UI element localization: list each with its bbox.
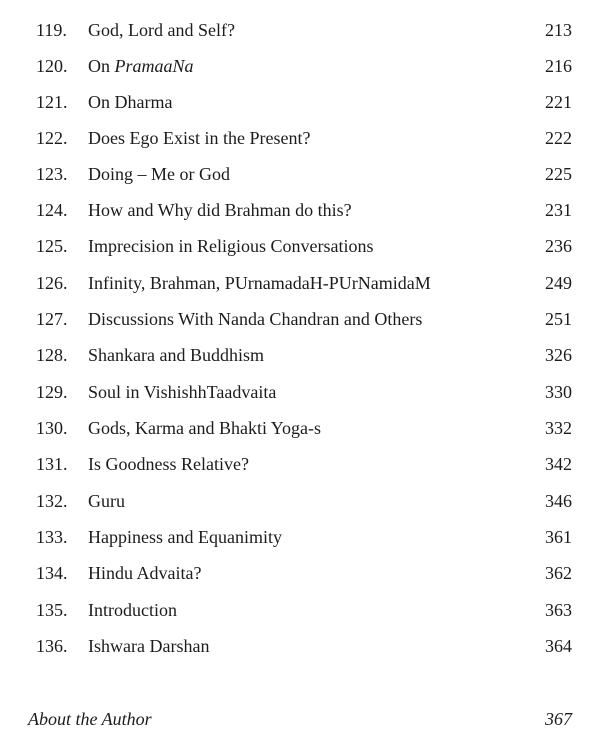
entry-title: Soul in VishishhTaadvaita	[88, 382, 277, 402]
toc-entry-123[interactable]	[0, 160, 602, 188]
entry-title: Does Ego Exist in the Present?	[88, 128, 311, 148]
entry-page: 326	[545, 345, 572, 365]
entry-page: 222	[545, 128, 572, 148]
toc-entry-128[interactable]	[0, 341, 602, 369]
entry-page: 342	[545, 454, 572, 474]
toc-entry-127[interactable]	[0, 305, 602, 333]
toc-entry-134[interactable]	[0, 559, 602, 587]
entry-number: 129.	[36, 382, 68, 402]
entry-number: 136.	[36, 636, 68, 656]
entry-title: Happiness and Equanimity	[88, 527, 282, 547]
toc-entry-129[interactable]	[0, 378, 602, 406]
entry-title: On Dharma	[88, 92, 173, 112]
about-author-label: About the Author	[28, 709, 152, 729]
entry-title: God, Lord and Self?	[88, 20, 235, 40]
entry-page: 249	[545, 273, 572, 293]
toc-entry-126[interactable]	[0, 269, 602, 297]
entry-number: 128.	[36, 345, 68, 365]
toc-entry-133[interactable]	[0, 523, 602, 551]
entry-number: 125.	[36, 236, 68, 256]
entry-page: 236	[545, 236, 572, 256]
entry-page: 362	[545, 563, 572, 583]
entry-number: 131.	[36, 454, 68, 474]
toc-entry-120[interactable]	[0, 52, 602, 80]
entry-number: 122.	[36, 128, 68, 148]
entry-number: 126.	[36, 273, 68, 293]
entry-page: 363	[545, 600, 572, 620]
entry-title: Introduction	[88, 600, 177, 620]
entry-number: 132.	[36, 491, 68, 511]
entry-page: 221	[545, 92, 572, 112]
toc-entry-132[interactable]	[0, 487, 602, 515]
entry-title: Doing – Me or God	[88, 164, 230, 184]
toc-entry-119[interactable]	[0, 16, 602, 44]
entry-page: 361	[545, 527, 572, 547]
entry-page: 346	[545, 491, 572, 511]
entry-number: 135.	[36, 600, 68, 620]
toc-entry-136[interactable]	[0, 632, 602, 660]
toc-entry-135[interactable]	[0, 596, 602, 624]
toc-entry-131[interactable]	[0, 450, 602, 478]
entry-number: 127.	[36, 309, 68, 329]
entry-title	[88, 52, 194, 80]
entry-title: Discussions With Nanda Chandran and Others	[88, 309, 423, 329]
entry-number: 124.	[36, 200, 68, 220]
entry-page: 231	[545, 200, 572, 220]
toc-entry-122[interactable]	[0, 124, 602, 152]
entry-title-prefix: On	[88, 56, 115, 76]
entry-page: 251	[545, 309, 572, 329]
toc-entry-124[interactable]	[0, 196, 602, 224]
entry-number: 130.	[36, 418, 68, 438]
entry-number: 119.	[36, 20, 67, 40]
entry-title-italic: PramaaNa	[114, 56, 194, 76]
entry-title: Imprecision in Religious Conversations	[88, 236, 374, 256]
toc-entry-about-author[interactable]	[0, 705, 602, 733]
entry-title: Infinity, Brahman, PUrnamadaH-PUrNamidaM	[88, 273, 431, 293]
toc-entry-125[interactable]	[0, 232, 602, 260]
entry-page: 225	[545, 164, 572, 184]
entry-title: Hindu Advaita?	[88, 563, 202, 583]
entry-title: Guru	[88, 491, 125, 511]
toc-entry-130[interactable]	[0, 414, 602, 442]
entry-title: Ishwara Darshan	[88, 636, 210, 656]
entry-number: 120.	[36, 56, 68, 76]
entry-title: How and Why did Brahman do this?	[88, 200, 352, 220]
entry-page: 332	[545, 418, 572, 438]
entry-title: Gods, Karma and Bhakti Yoga-s	[88, 418, 321, 438]
entry-number: 123.	[36, 164, 68, 184]
entry-number: 121.	[36, 92, 68, 112]
entry-title: Is Goodness Relative?	[88, 454, 249, 474]
entry-number: 134.	[36, 563, 68, 583]
entry-page: 364	[545, 636, 572, 656]
toc-entry-121[interactable]	[0, 88, 602, 116]
entry-title: Shankara and Buddhism	[88, 345, 264, 365]
entry-number: 133.	[36, 527, 68, 547]
entry-page: 330	[545, 382, 572, 402]
entry-page: 213	[545, 20, 572, 40]
entry-page: 216	[545, 56, 572, 76]
about-author-page: 367	[545, 709, 572, 729]
